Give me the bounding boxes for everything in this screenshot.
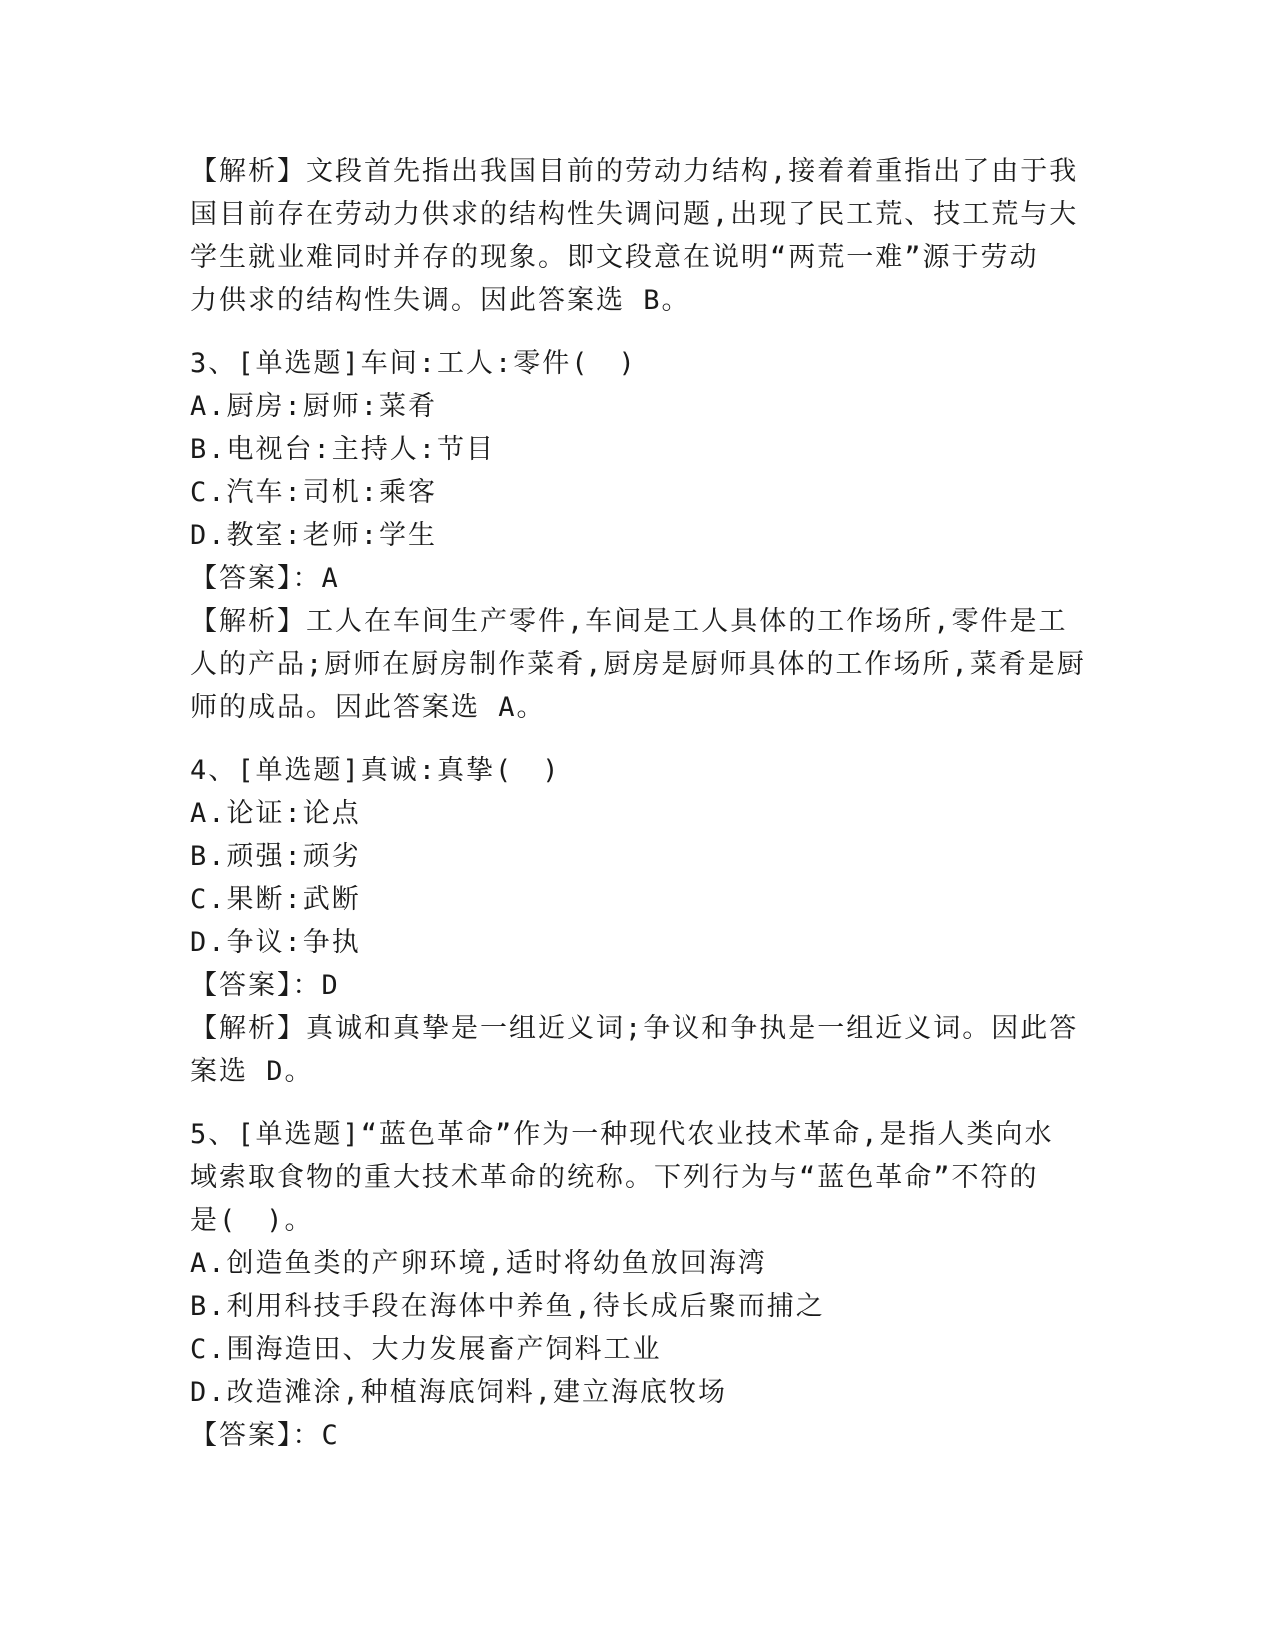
- analysis-line: 【解析】文段首先指出我国目前的劳动力结构,接着着重指出了由于我: [190, 156, 1079, 187]
- question-stem: 3、[单选题]车间:工人:零件( ): [190, 348, 637, 379]
- question-stem: 5、[单选题]“蓝色革命”作为一种现代农业技术革命,是指人类向水: [190, 1119, 1054, 1150]
- analysis-line: 师的成品。因此答案选 A。: [190, 692, 546, 723]
- analysis-line: 案选 D。: [190, 1056, 314, 1087]
- question-stem: 域索取食物的重大技术革命的统称。下列行为与“蓝色革命”不符的: [190, 1162, 1039, 1193]
- analysis-line: 人的产品;厨师在厨房制作菜肴,厨房是厨师具体的工作场所,菜肴是厨: [190, 649, 1086, 680]
- question-block-3: [190, 342, 1090, 729]
- option-a: A.创造鱼类的产卵环境,适时将幼鱼放回海湾: [190, 1248, 767, 1279]
- analysis-line: 国目前存在劳动力供求的结构性失调问题,出现了民工荒、技工荒与大: [190, 199, 1079, 230]
- answer: 【答案】：D: [190, 970, 340, 1001]
- question-block-5: [190, 1113, 1090, 1457]
- question-block-4: [190, 749, 1090, 1093]
- analysis-line: 学生就业难同时并存的现象。即文段意在说明“两荒一难”源于劳动: [190, 242, 1039, 273]
- analysis-line: 【解析】真诚和真挚是一组近义词;争议和争执是一组近义词。因此答: [190, 1013, 1079, 1044]
- document-content: [190, 150, 1090, 1457]
- option-b: B.电视台:主持人:节目: [190, 434, 496, 465]
- option-c: C.围海造田、大力发展畜产饲料工业: [190, 1334, 662, 1365]
- option-d: D.争议:争执: [190, 927, 361, 958]
- option-c: C.汽车:司机:乘客: [190, 477, 438, 508]
- option-b: B.顽强:顽劣: [190, 841, 361, 872]
- option-d: D.改造滩涂,种植海底饲料,建立海底牧场: [190, 1377, 728, 1408]
- option-b: B.利用科技手段在海体中养鱼,待长成后聚而捕之: [190, 1291, 825, 1322]
- analysis-block-q2: [190, 150, 1090, 322]
- answer: 【答案】：A: [190, 563, 340, 594]
- option-a: A.论证:论点: [190, 798, 361, 829]
- analysis-line: 力供求的结构性失调。因此答案选 B。: [190, 285, 691, 316]
- option-c: C.果断:武断: [190, 884, 361, 915]
- option-a: A.厨房:厨师:菜肴: [190, 391, 438, 422]
- answer: 【答案】：C: [190, 1420, 340, 1451]
- question-stem: 是( )。: [190, 1205, 314, 1236]
- option-d: D.教室:老师:学生: [190, 520, 438, 551]
- analysis-line: 【解析】工人在车间生产零件,车间是工人具体的工作场所,零件是工: [190, 606, 1068, 637]
- question-stem: 4、[单选题]真诚:真挚( ): [190, 755, 561, 786]
